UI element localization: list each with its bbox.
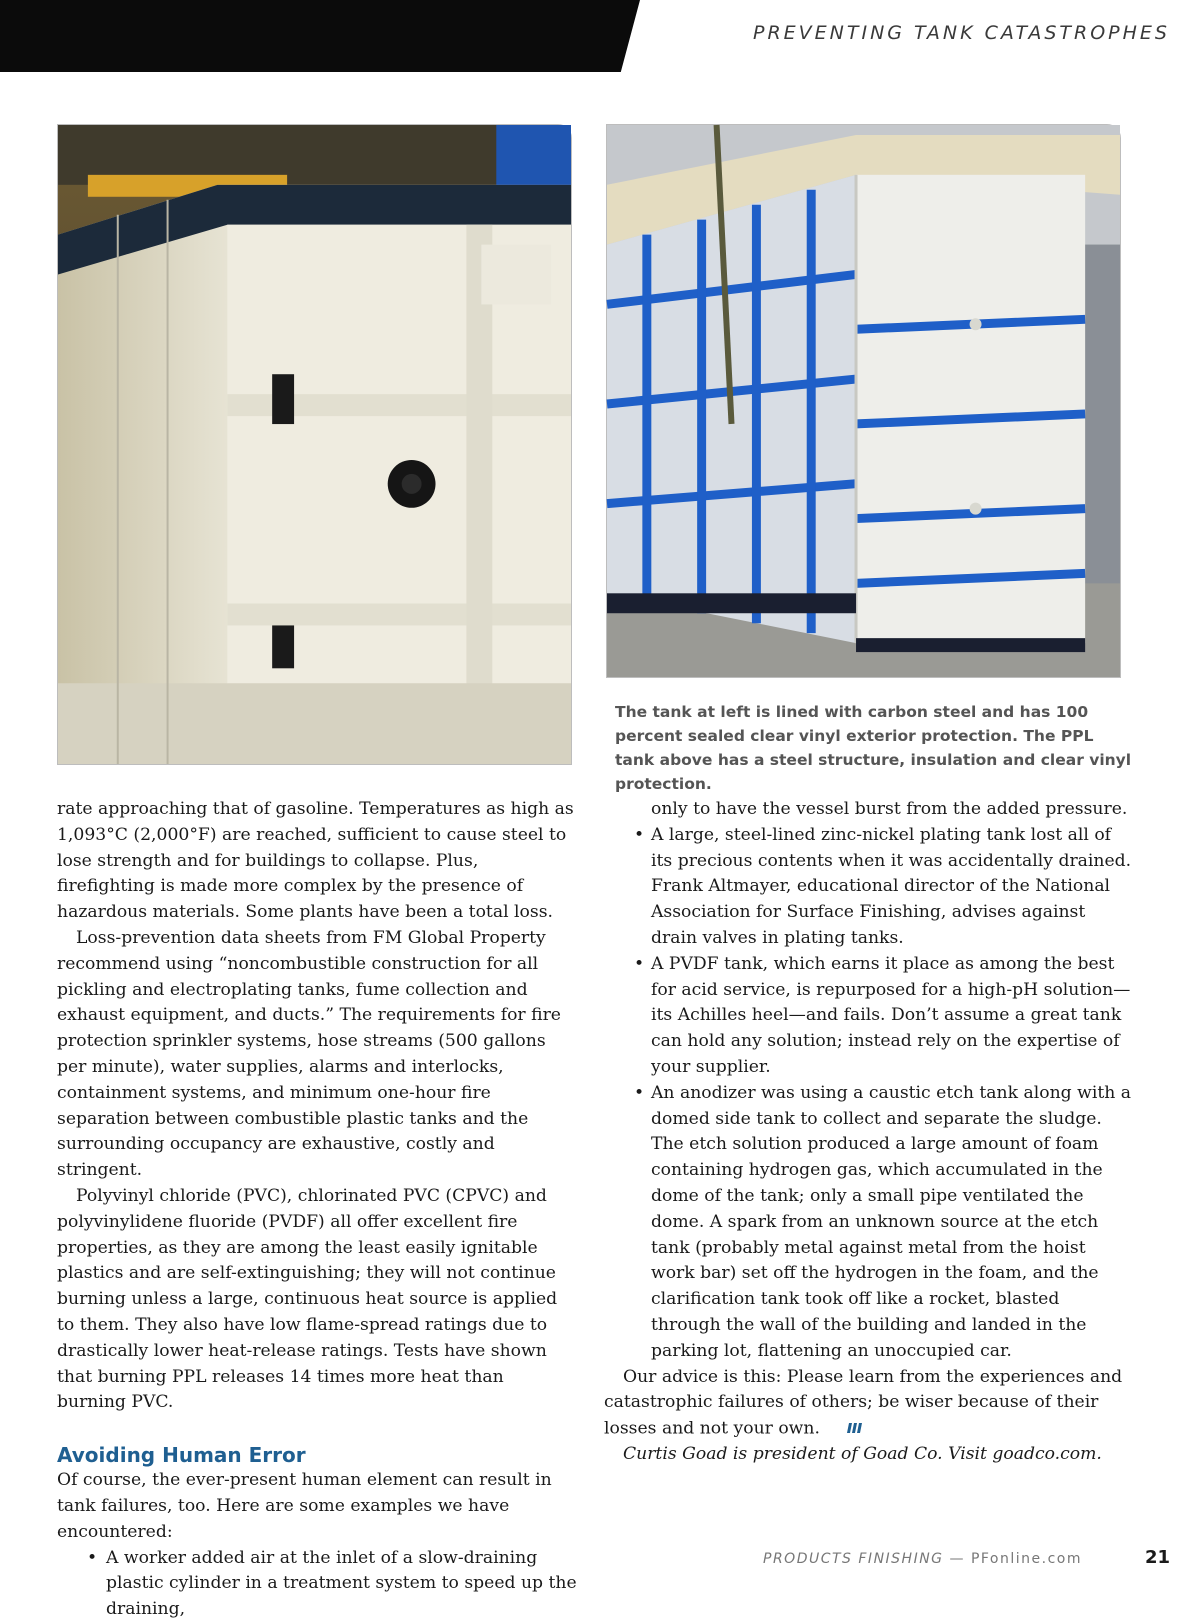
bullet-list [604,823,1134,1365]
closing-paragraph [604,1365,1134,1443]
footer-separator: — [943,1551,971,1567]
list-item: • A PVDF tank, which earns it place as among the best for acid service, is repurposed for a high-pH solution—its Achilles heel—and fails. Don’t assume a great tank can hold any solution; instead rely on the expertise of your supplier. [604,952,1134,1081]
bullet-list [57,1546,577,1623]
footer-site: PFonline.com [970,1551,1082,1567]
photo-ppl-tank [606,124,1121,678]
footer [763,1551,1082,1567]
paragraph: Polyvinyl chloride (PVC), chlorinated PVC (CPVC) and polyvinylidene fluoride (PVDF) all offer excellent fire properties, as they are among the least easily ignitable plastics and are self-extinguishing; they will not continue burning unless a large, continuous heat source is applied to them. They also have low flame-spread ratings due to drastically lower heat-release ratings. Tests have shown that burning PPL releases 14 times more heat than burning PVC. [57,1185,558,1413]
page-number: 21 [1144,1547,1170,1568]
left-column [57,797,577,1623]
list-item: • A large, steel-lined zinc-nickel plating tank lost all of its precious contents when it was accidentally drained. Frank Altmayer, educational director of the National Association for Surface Finishing, advises against drain valves in plating tanks. [604,823,1134,952]
end-mark-icon [828,1416,863,1442]
right-column [604,797,1134,1468]
photo-caption: The tank at left is lined with carbon steel and has 100 percent sealed clear vinyl exterior protection. The PPL tank above has a steel structure, insulation and clear vinyl protection. [615,703,1132,793]
photo-steel-lined-tank [57,124,572,765]
list-item-continuation: only to have the vessel burst from the added pressure. [651,799,1128,819]
footer-magazine: PRODUCTS FINISHING [763,1551,944,1567]
section-heading: Avoiding Human Error [57,1443,306,1468]
paragraph: Of course, the ever-present human element can result in tank failures, too. Here are some examples we have encountered: [57,1470,552,1542]
author-bio: Curtis Goad is president of Goad Co. Visit goadco.com. [623,1444,1102,1465]
paragraph: rate approaching that of gasoline. Temperatures as high as 1,093°C (2,000°F) are reached, sufficient to cause steel to lose strength and for buildings to collapse. Plus, firefighting is made more complex by the presence of hazardous materials. Some plants have been a total loss. [57,799,574,923]
paragraph: Loss-prevention data sheets from FM Global Property recommend using “noncombustible construction for all pickling and electroplating tanks, fume collection and exhaust equipment, and ducts.” The requirements for fire protection sprinkler systems, hose streams (500 gallons per minute), water supplies, alarms and interlocks, containment systems, and minimum one-hour fire separation between combustible plastic tanks and the surrounding occupancy are exhaustive, costly and stringent. [57,927,561,1181]
header-bar [0,0,640,72]
running-head: PREVENTING TANK CATASTROPHES [752,22,1170,44]
list-item: • An anodizer was using a caustic etch tank along with a domed side tank to collect and separate the sludge. The etch solution produced a large amount of foam containing hydrogen gas, which accumulated in the dome of the tank; only a small pipe ventilated the dome. A spark from an unknown source at the etch tank (probably metal against metal from the hoist work bar) set off the hydrogen in the foam, and the clarification tank took off like a rocket, blasted through the wall of the building and landed in the parking lot, flattening an unoccupied car. [604,1081,1134,1365]
advice-text: Our advice is this: Please learn from the experiences and catastrophic failures of others; be wiser because of their losses and not your own. [604,1366,1123,1439]
list-item: • A worker added air at the inlet of a slow-draining plastic cylinder in a treatment system to speed up the draining, [57,1546,577,1623]
